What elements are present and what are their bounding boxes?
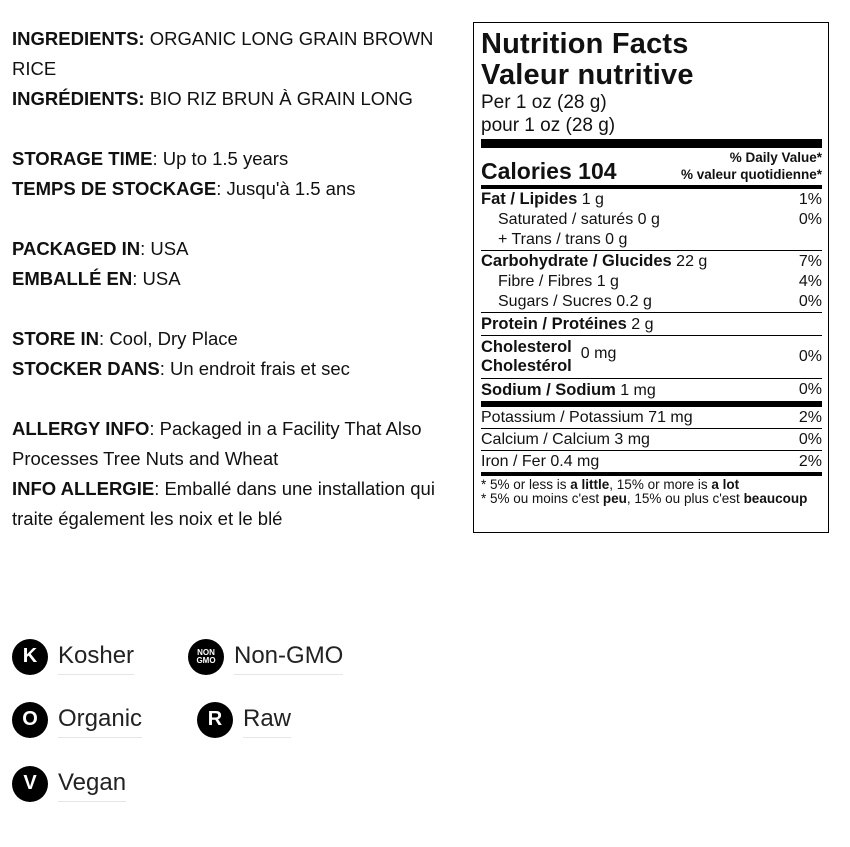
non-gmo-label: Non-GMO — [234, 642, 343, 675]
calories-row — [481, 148, 822, 185]
sugars-row: Sugars / Sucres 0.2 g 0% — [498, 293, 822, 310]
nutrition-title-en: Nutrition Facts — [481, 28, 689, 60]
organic-icon: O — [12, 702, 48, 738]
footnote — [481, 476, 822, 506]
calories-label: Calories 104 — [481, 158, 617, 184]
carbohydrate-dv: 7% — [798, 252, 822, 270]
cholesterol-row: Cholesterol Cholestérol 0 mg 0% — [481, 338, 822, 375]
storage-time-en: STORAGE TIME: Up to 1.5 years — [12, 148, 289, 169]
footnote-fr: * 5% ou moins c'est peu, 15% ou plus c'est beaucoup — [481, 491, 808, 506]
vegan-icon: V — [12, 766, 48, 802]
allergy-info-en: ALLERGY INFO: Packaged in a Facility That Also Processes Tree Nuts and Wheat — [12, 418, 422, 469]
protein-row: Protein / Protéines 2 g — [481, 314, 654, 333]
store-in-en: STORE IN: Cool, Dry Place — [12, 328, 238, 349]
allergy-info-fr: INFO ALLERGIE: Emballé dans une installation qui traite également les noix et le blé — [12, 478, 435, 529]
ingredients-fr: INGRÉDIENTS: BIO RIZ BRUN À GRAIN LONG — [12, 88, 413, 109]
sugars-dv: 0% — [798, 293, 822, 310]
raw-icon: R — [197, 702, 233, 738]
fibre-dv: 4% — [798, 273, 822, 290]
trans-row: + Trans / trans 0 g — [498, 231, 628, 248]
divider-thick — [481, 139, 822, 148]
badge-organic — [12, 701, 142, 738]
fibre-row: Fibre / Fibres 1 g 4% — [498, 273, 822, 290]
kosher-icon: K — [12, 639, 48, 675]
nutrition-facts-panel — [473, 22, 829, 533]
fat-dv: 1% — [798, 190, 822, 208]
store-in-fr: STOCKER DANS: Un endroit frais et sec — [12, 358, 350, 379]
cholesterol-dv: 0% — [798, 348, 822, 365]
iron-dv: 2% — [798, 452, 822, 470]
badge-raw — [197, 701, 291, 738]
ingredients-en: INGREDIENTS: ORGANIC LONG GRAIN BROWN RICE — [12, 28, 434, 79]
product-info — [12, 24, 467, 534]
badge-kosher — [12, 638, 134, 675]
saturated-row: Saturated / saturés 0 g 0% — [498, 211, 822, 228]
iron-row: Iron / Fer 0.4 mg 2% — [481, 452, 822, 470]
organic-label: Organic — [58, 705, 142, 738]
potassium-row: Potassium / Potassium 71 mg 2% — [481, 408, 822, 426]
sodium-row: Sodium / Sodium 1 mg 0% — [481, 380, 822, 399]
kosher-label: Kosher — [58, 642, 134, 675]
badge-non-gmo — [188, 638, 343, 675]
packaged-in-fr: EMBALLÉ EN: USA — [12, 268, 181, 289]
calcium-dv: 0% — [798, 430, 822, 448]
non-gmo-icon: NON GMO — [188, 639, 224, 675]
serving-size-fr: pour 1 oz (28 g) — [481, 115, 616, 136]
potassium-dv: 2% — [798, 408, 822, 426]
nutrition-title-fr: Valeur nutritive — [481, 59, 694, 91]
raw-label: Raw — [243, 705, 291, 738]
vegan-label: Vegan — [58, 769, 126, 802]
calcium-row: Calcium / Calcium 3 mg 0% — [481, 430, 822, 448]
fat-row: Fat / Lipides 1 g 1% — [481, 190, 822, 208]
footnote-en: * 5% or less is a little, 15% or more is a lot — [481, 477, 740, 492]
saturated-dv: 0% — [798, 211, 822, 228]
sodium-dv: 0% — [798, 381, 822, 398]
serving-size-en: Per 1 oz (28 g) — [481, 92, 607, 113]
storage-time-fr: TEMPS DE STOCKAGE: Jusqu'à 1.5 ans — [12, 178, 356, 199]
carbohydrate-row: Carbohydrate / Glucides 22 g 7% — [481, 252, 822, 270]
badge-vegan — [12, 765, 126, 802]
packaged-in-en: PACKAGED IN: USA — [12, 238, 189, 259]
daily-value-header: % Daily Value* % valeur quotidienne* — [680, 150, 822, 182]
